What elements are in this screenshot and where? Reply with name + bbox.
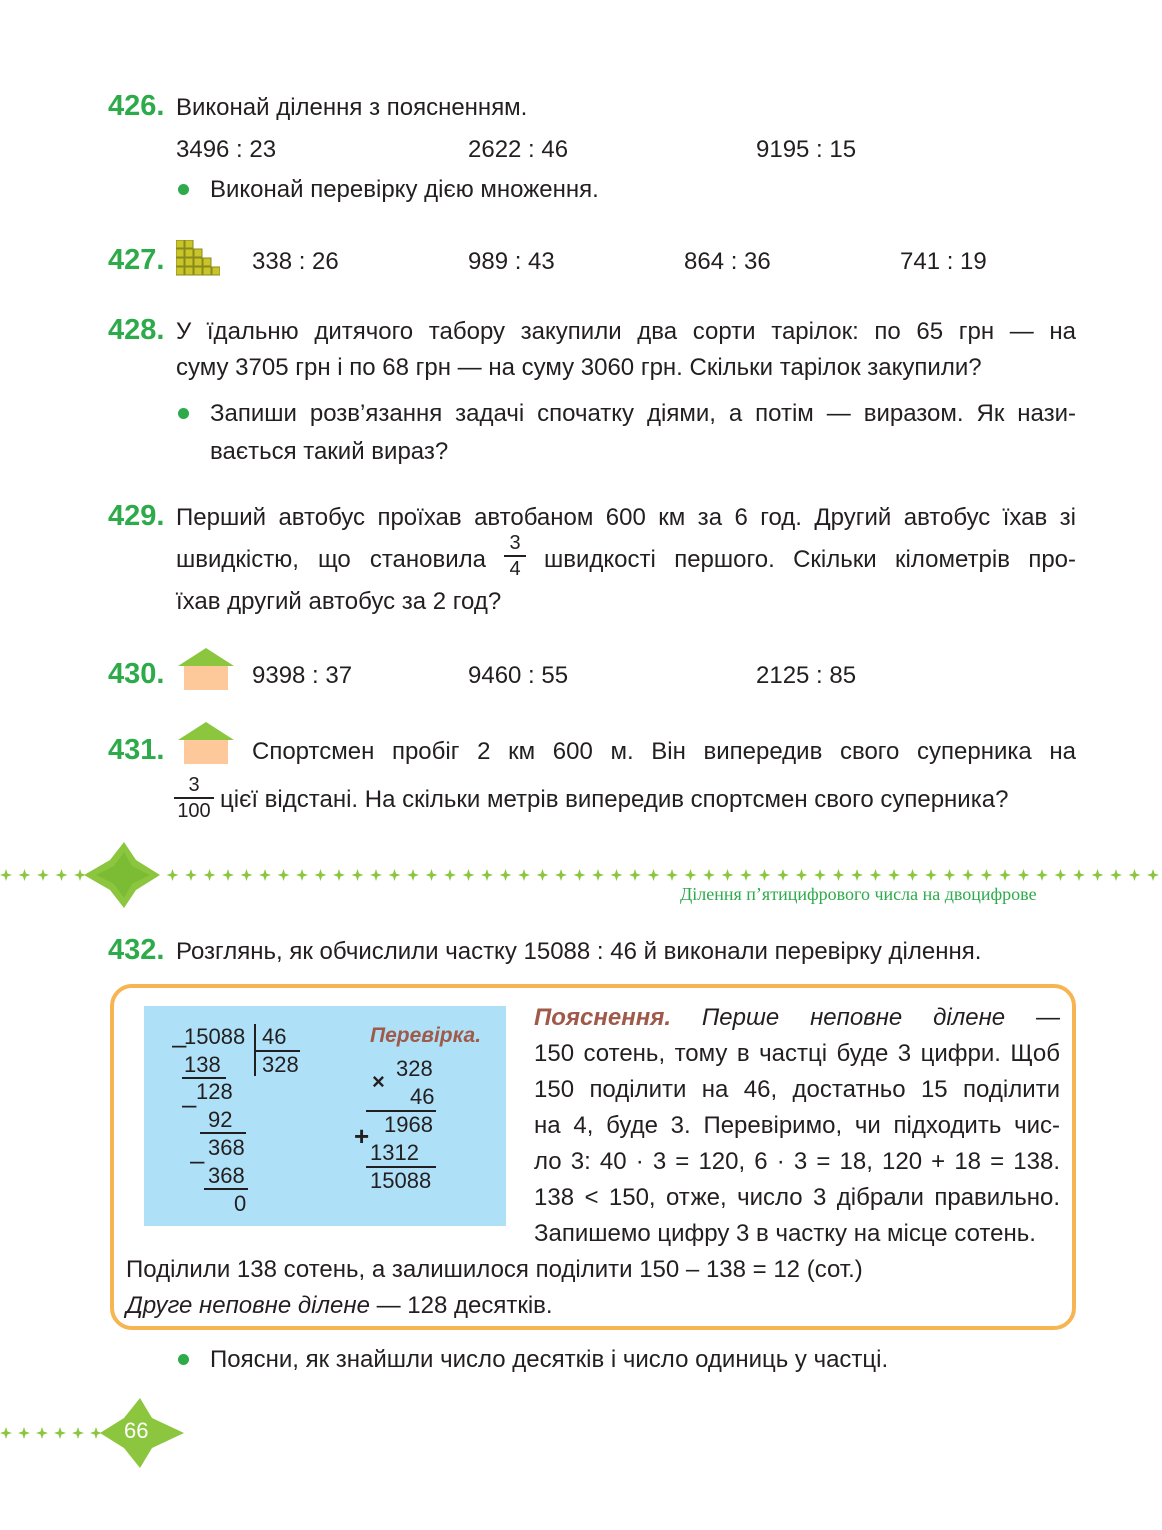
- star-dot: [296, 869, 308, 881]
- star-dot: [1129, 869, 1141, 881]
- cubes-icon: [176, 240, 220, 282]
- star-dot: [962, 869, 974, 881]
- multiply-sign: ×: [372, 1069, 385, 1094]
- star-dot: [0, 869, 12, 881]
- star-dot: [1147, 869, 1159, 881]
- star-dot: [666, 869, 678, 881]
- fraction: [504, 532, 526, 580]
- problem-431-line: Спортсмен пробіг 2 км 600 м. Він випередив свого суперника на: [252, 738, 1076, 765]
- star-dot: [241, 869, 253, 881]
- star-dot: [629, 869, 641, 881]
- section-title: Ділення п’ятицифрового числа на двоцифрове: [680, 884, 1037, 904]
- plus-sign: +: [354, 1121, 370, 1151]
- division-step: 92: [208, 1107, 233, 1132]
- problem-426-text: Виконай ділення з поясненням.: [176, 94, 528, 121]
- star-dot: [0, 1427, 12, 1439]
- star-dot: [944, 869, 956, 881]
- fraction-denominator: 100: [177, 800, 211, 822]
- problem-428-line: суму 3705 грн і по 68 грн — на суму 3060 грн. Скільки тарілок закупили?: [176, 354, 982, 381]
- fraction-denominator: 4: [509, 558, 521, 580]
- star-dot: [611, 869, 623, 881]
- star-dot: [204, 869, 216, 881]
- star-dot: [518, 869, 530, 881]
- star-dot: [463, 869, 475, 881]
- star-dot: [759, 869, 771, 881]
- explanation-line: 150 сотень, тому в частці буде 3 цифри. Щоб: [534, 1040, 1060, 1067]
- check-multiplicand: 328: [396, 1056, 433, 1081]
- star-dot: [648, 869, 660, 881]
- division-remainder: 0: [234, 1191, 247, 1216]
- dividend: 15088: [184, 1024, 246, 1049]
- minus-sign: –: [172, 1029, 187, 1059]
- divisor: 46: [262, 1024, 287, 1049]
- problem-429-number: 429.: [108, 500, 165, 532]
- explanation-italic: Друге неповне ділене: [126, 1292, 370, 1319]
- problem-428-number: 428.: [108, 314, 165, 346]
- problem-426-bullet-text: Виконай перевірку дією множення.: [210, 176, 599, 203]
- problem-429-line: швидкості першого. Скільки кілометрів про-: [544, 546, 1076, 573]
- star-dot: [36, 1427, 48, 1439]
- bullet-icon: [178, 408, 189, 419]
- problem-430-item: 9398 : 37: [252, 662, 353, 689]
- explanation-line: на 4, буде 3. Перевіримо, чи підходить чис-: [534, 1112, 1060, 1139]
- check-title: Перевірка.: [370, 1024, 482, 1047]
- bullet-icon: [178, 184, 189, 195]
- star-dot: [1092, 869, 1104, 881]
- star-dot: [981, 869, 993, 881]
- house-icon: [176, 646, 236, 692]
- star-dot: [1073, 869, 1085, 881]
- star-dot: [1018, 869, 1030, 881]
- star-dot: [740, 869, 752, 881]
- star-dot: [574, 869, 586, 881]
- problem-432-bullet-text: Поясни, як знайшли число десятків і число одиниць у частці.: [210, 1346, 889, 1373]
- problem-428-bullet-line: Запиши розв’язання задачі спочатку діями, а потім — виразом. Як нази-: [210, 400, 1076, 427]
- explanation-title: Пояснення.: [534, 1004, 672, 1031]
- star-dot: [703, 869, 715, 881]
- explanation-line1: [534, 1004, 1060, 1032]
- division-step: 368: [208, 1163, 245, 1188]
- problem-429-line: Перший автобус проїхав автобаном 600 км за 6 год. Другий автобус їхав зі: [176, 504, 1076, 531]
- problem-430-item: 2125 : 85: [756, 662, 857, 689]
- problem-428-bullet-line: вається такий вираз?: [210, 438, 449, 465]
- bullet-icon: [178, 1354, 189, 1365]
- star-dot: [870, 869, 882, 881]
- star-dot: [722, 869, 734, 881]
- star-dot: [370, 869, 382, 881]
- star-dot: [167, 869, 179, 881]
- star-dot: [888, 869, 900, 881]
- problem-426-item: 3496 : 23: [176, 136, 277, 163]
- page-number: 66: [124, 1418, 149, 1443]
- check-result: 15088: [370, 1168, 432, 1193]
- problem-432-number: 432.: [108, 934, 165, 966]
- check-partial-product: 1968: [384, 1112, 433, 1137]
- star-dot: [1110, 869, 1122, 881]
- star-dot: [278, 869, 290, 881]
- star-dot: [389, 869, 401, 881]
- star-dot: [537, 869, 549, 881]
- star-dot: [592, 869, 604, 881]
- division-step: 138: [184, 1052, 221, 1077]
- problem-427-item: 338 : 26: [252, 248, 339, 275]
- quotient: 328: [262, 1052, 299, 1077]
- star-dot: [426, 869, 438, 881]
- page-number-badge: [0, 1398, 190, 1468]
- fraction-numerator: 3: [188, 774, 200, 796]
- problem-430-item: 9460 : 55: [468, 662, 569, 689]
- check-multiplier: 46: [410, 1084, 435, 1109]
- problem-431-line: цієї відстані. На скільки метрів випередив спортсмен свого суперника?: [220, 786, 1009, 813]
- star-dot: [444, 869, 456, 881]
- problem-427-item: 864 : 36: [684, 248, 771, 275]
- explanation-line: Поділили 138 сотень, а залишилося поділити 150 – 138 = 12 (сот.): [126, 1256, 863, 1283]
- star-dot: [54, 1427, 66, 1439]
- star-dot: [796, 869, 808, 881]
- star-dot: [315, 869, 327, 881]
- fraction-numerator: 3: [509, 532, 521, 554]
- problem-429-line: швидкістю, що становила: [176, 546, 486, 573]
- explanation-line: Запишемо цифру 3 в частку на місце сотень.: [534, 1220, 1036, 1247]
- star-dot: [1036, 869, 1048, 881]
- star-dot: [925, 869, 937, 881]
- star-dot: [19, 869, 31, 881]
- explanation-line: ло 3: 40 · 3 = 120, 6 · 3 = 18, 120 + 18 = 138.: [534, 1148, 1060, 1175]
- star-dot: [999, 869, 1011, 881]
- star-dot: [851, 869, 863, 881]
- star-dot: [259, 869, 271, 881]
- star-dot: [500, 869, 512, 881]
- explanation-line: 150 поділити на 46, достатньо 15 поділити: [534, 1076, 1060, 1103]
- division-step: 128: [196, 1079, 233, 1104]
- problem-427-item: 989 : 43: [468, 248, 555, 275]
- house-icon: [176, 720, 236, 766]
- star-dot: [481, 869, 493, 881]
- star-dot: [185, 869, 197, 881]
- star-dot: [222, 869, 234, 881]
- explanation-first: Перше неповне ділене —: [701, 1004, 1060, 1031]
- problem-426-item: 9195 : 15: [756, 136, 857, 163]
- star-dot: [333, 869, 345, 881]
- fraction: [174, 774, 214, 822]
- problem-430-number: 430.: [108, 658, 165, 690]
- star-dot: [1055, 869, 1067, 881]
- check-partial-product: 1312: [370, 1140, 419, 1165]
- problem-427-item: 741 : 19: [900, 248, 987, 275]
- minus-sign: –: [182, 1089, 197, 1119]
- star-dot: [555, 869, 567, 881]
- star-dot: [56, 869, 68, 881]
- star-dot: [777, 869, 789, 881]
- problem-426-number: 426.: [108, 90, 165, 122]
- star-dot: [833, 869, 845, 881]
- star-dot: [814, 869, 826, 881]
- problem-428-line: У їдальню дитячого табору закупили два сорти тарілок: по 65 грн — на: [176, 318, 1076, 345]
- problem-431-number: 431.: [108, 734, 165, 766]
- star-dot: [907, 869, 919, 881]
- star-dot: [72, 1427, 84, 1439]
- star-dot: [407, 869, 419, 881]
- explanation-last: [126, 1292, 553, 1320]
- problem-432-text: Розглянь, як обчислили частку 15088 : 46 й виконали перевірку ділення.: [176, 938, 982, 965]
- division-step: 368: [208, 1135, 245, 1160]
- star-dot: [685, 869, 697, 881]
- star-dot: [37, 869, 49, 881]
- minus-sign: –: [190, 1145, 205, 1175]
- explanation-line: 138 < 150, отже, число 3 дібрали правильно.: [534, 1184, 1060, 1211]
- star-dot: [352, 869, 364, 881]
- problem-426-item: 2622 : 46: [468, 136, 569, 163]
- problem-427-number: 427.: [108, 244, 165, 276]
- problem-429-line: їхав другий автобус за 2 год?: [176, 588, 502, 615]
- explanation-rest: — 128 десятків.: [376, 1292, 553, 1319]
- star-dot: [18, 1427, 30, 1439]
